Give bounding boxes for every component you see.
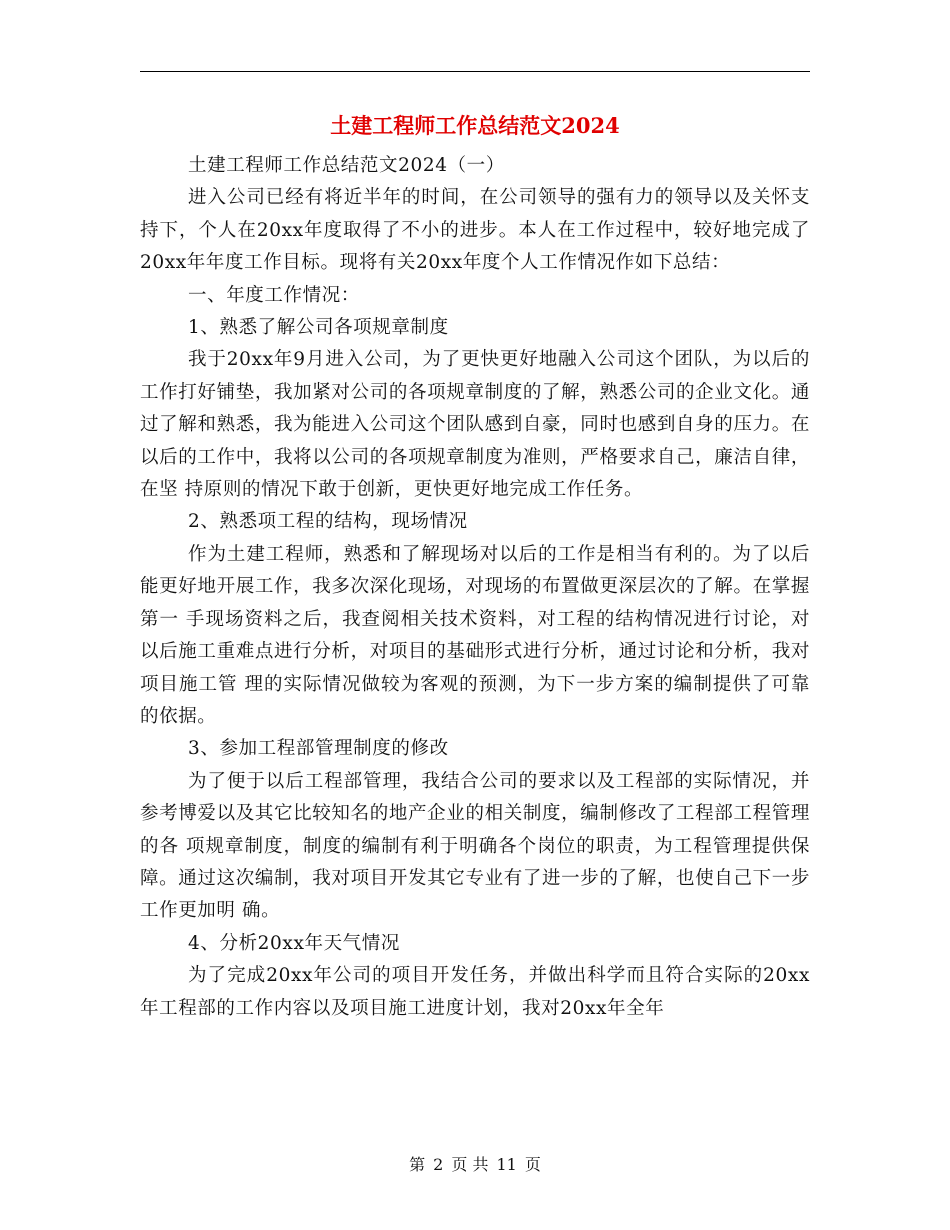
document-body: [140, 150, 810, 1025]
footer-suffix: 页: [524, 1155, 541, 1174]
body-paragraph: 作为土建工程师，熟悉和了解现场对以后的工作是相当有利的。为了以后能更好地开展工作，我多次深化现场，对现场的布置做更深层次的了解。在掌握第一 手现场资料之后，我查阅相关技术资料，对工程的结构情况进行讨论，对以后施工重难点进行分析，对项目的基础形式进行分析，通过讨论和分析，我对项目施工管 理的实际情况做较为客观的预测，为下一步方案的编制提供了可靠的依据。: [140, 543, 810, 727]
body-paragraph: 为了便于以后工程部管理，我结合公司的要求以及工程部的实际情况，并参考博爱以及其它比较知名的地产企业的相关制度，编制修改了工程部工程管理的各 项规章制度，制度的编制有利于明确各个岗位的职责，为工程管理提供保障。通过这次编制，我对项目开发其它专业有了进一步的了解，也使自己下一步工作更加明 确。: [140, 770, 810, 922]
section-heading: 一、年度工作情况：: [188, 284, 360, 306]
total-pages: 11: [496, 1155, 517, 1174]
body-paragraph: 为了完成20xx年公司的项目开发任务，并做出科学而且符合实际的20xx年工程部的工作内容以及项目施工进度计划，我对20xx年全年: [140, 965, 810, 1019]
footer-prefix: 第: [409, 1155, 426, 1174]
subsection-heading: 3、参加工程部管理制度的修改: [188, 738, 449, 760]
subsection-heading: 1、熟悉了解公司各项规章制度: [188, 317, 449, 339]
page-footer: [140, 1153, 810, 1177]
document-title: 土建工程师工作总结范文2024: [330, 113, 620, 138]
subsection-heading: 2、熟悉项工程的结构，现场情况: [188, 511, 468, 533]
subsection-heading: 4、分析20xx年天气情况: [188, 932, 400, 954]
body-paragraph: 我于20xx年9月进入公司，为了更快更好地融入公司这个团队，为以后的工作打好铺垫，我加紧对公司的各项规章制度的了解，熟悉公司的企业文化。通 过了解和熟悉，我为能进入公司这个团队感到自豪，同时也感到自身的压力。在以后的工作中，我将以公司的各项规章制度为准则，严格要求自己，廉洁自律，在坚 持原则的情况下敢于创新，更快更好地完成工作任务。: [140, 349, 810, 501]
header-rule: [140, 71, 810, 72]
footer-middle: 页 共: [451, 1155, 489, 1174]
body-paragraph: 进入公司已经有将近半年的时间，在公司领导的强有力的领导以及关怀支持下，个人在20xx年度取得了不小的进步。本人在工作过程中，较好地完成了20xx年年度工作目标。现将有关20xx年度个人工作情况作如下总结：: [140, 187, 810, 274]
page-number: 2: [433, 1155, 444, 1174]
section-heading: 土建工程师工作总结范文2024（一）: [188, 155, 505, 176]
